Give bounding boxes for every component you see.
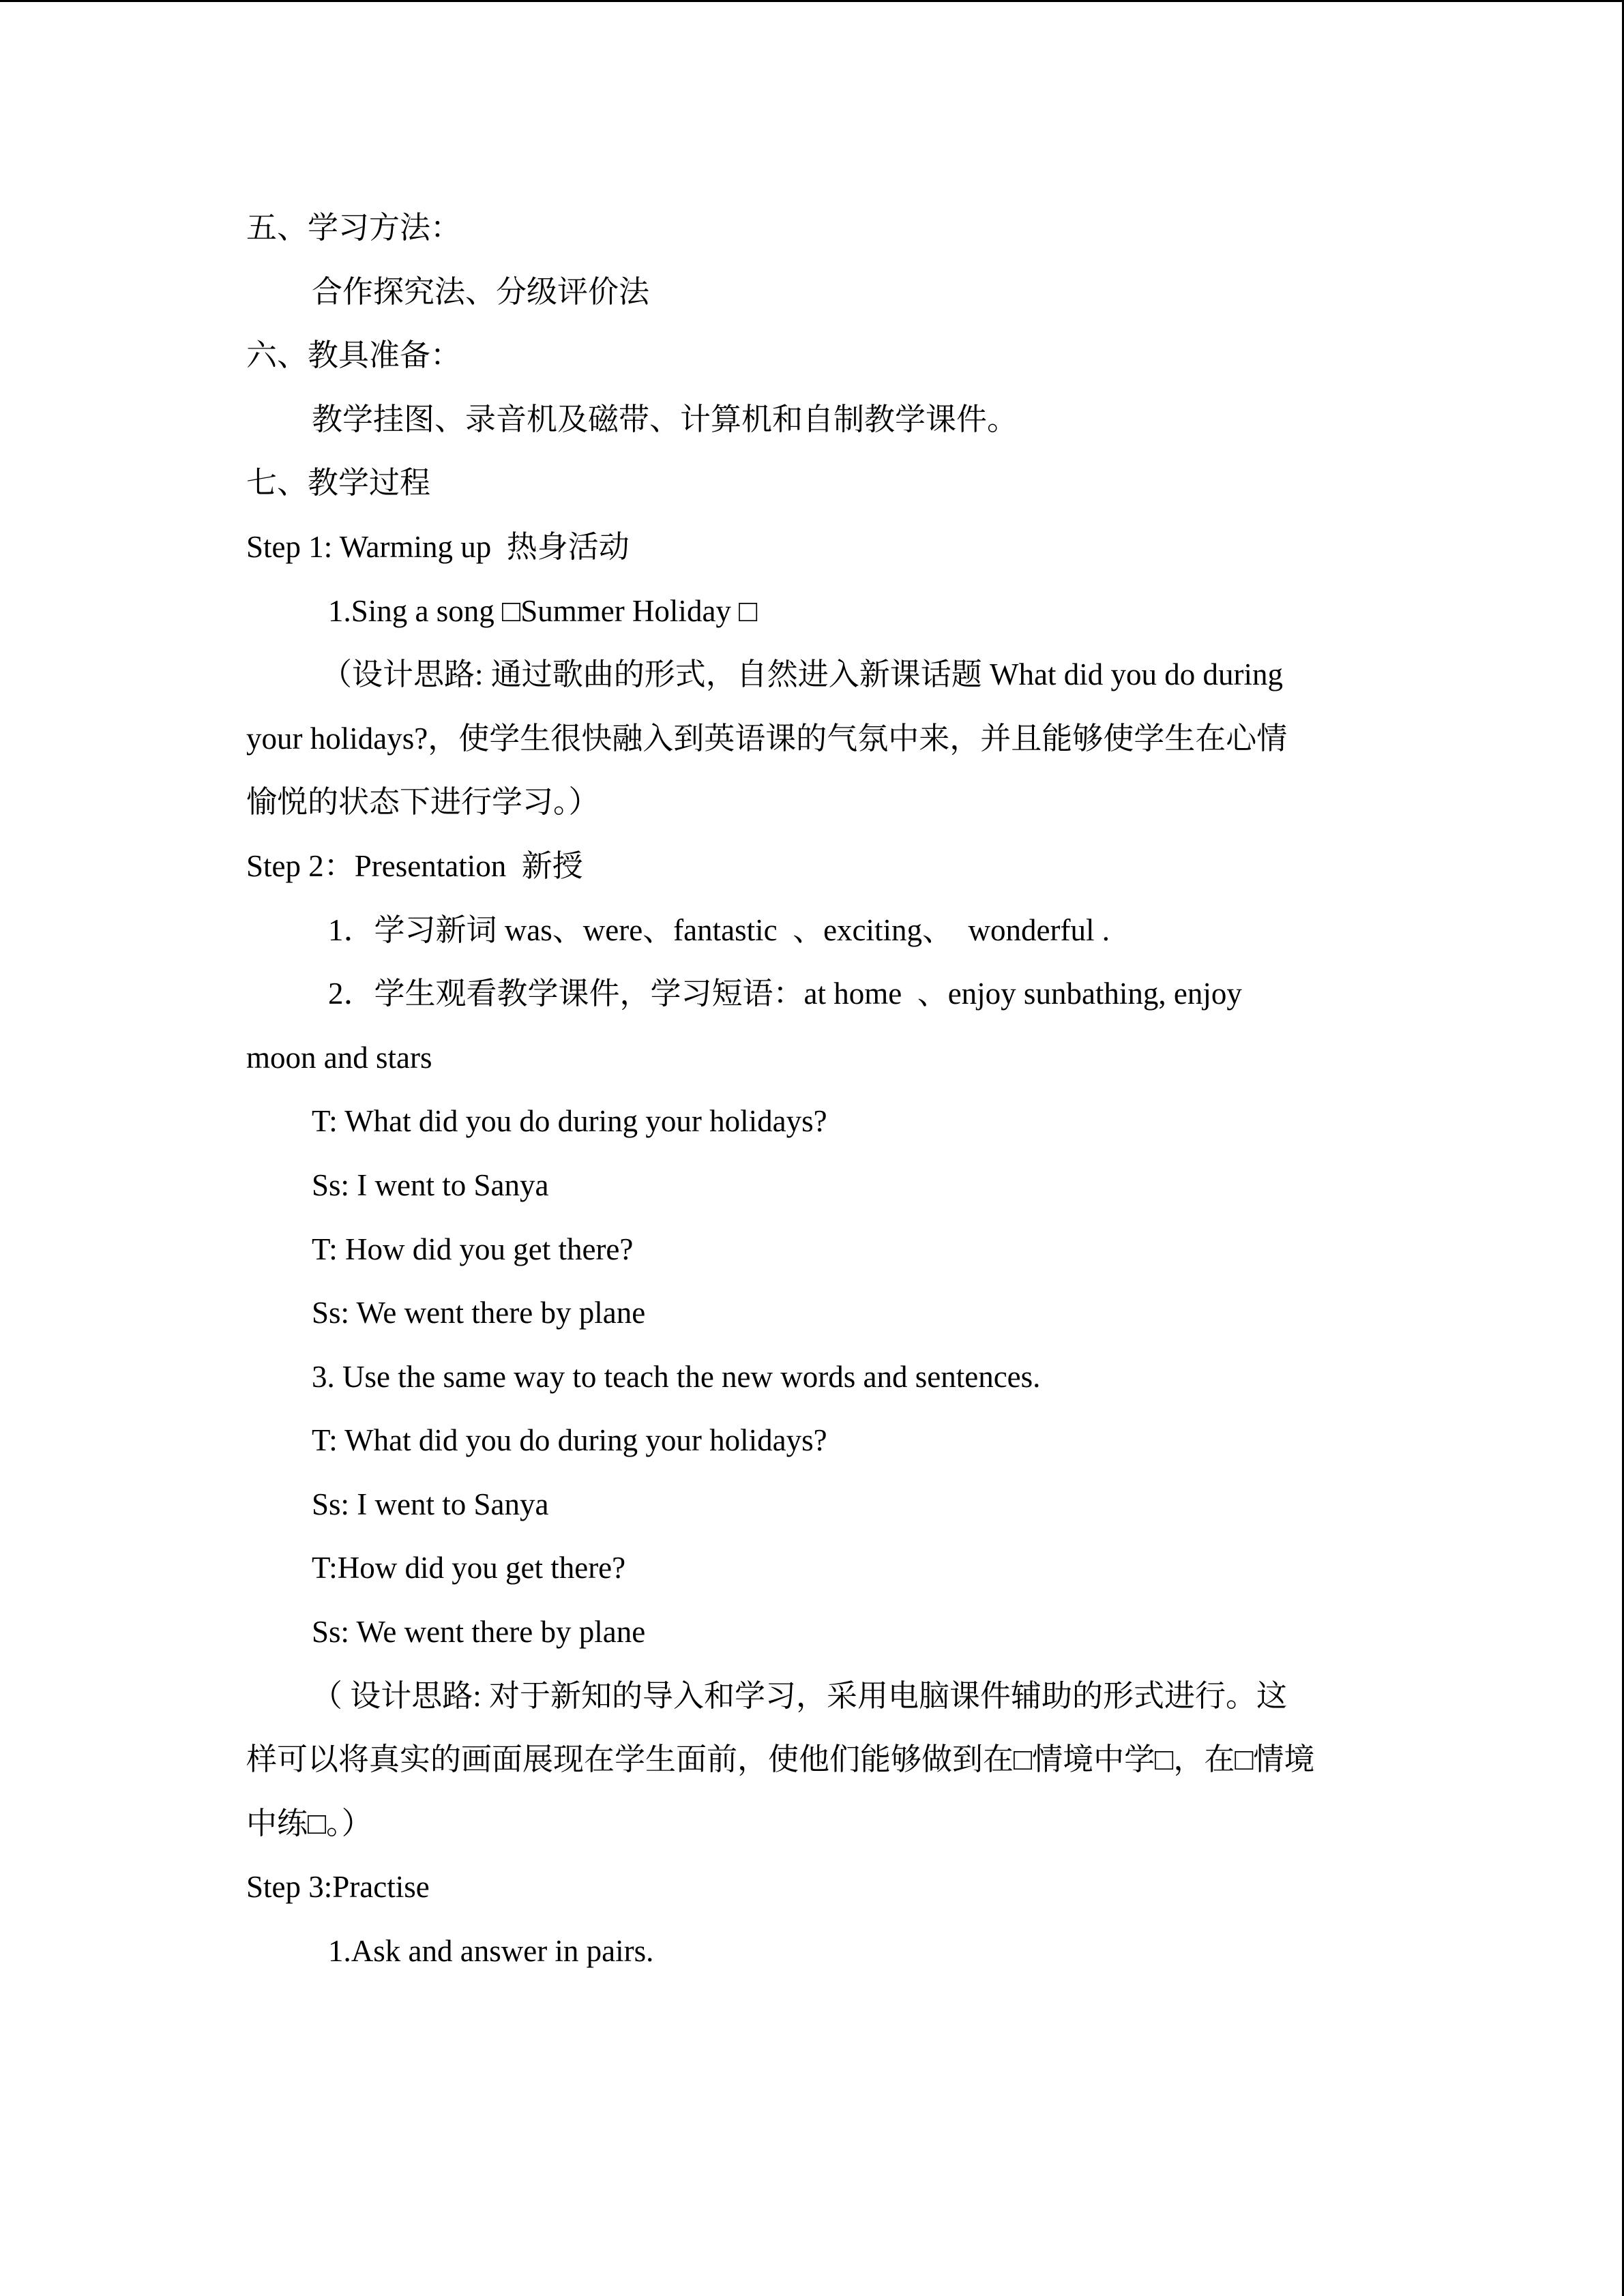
design-note-1-line-1: （设计思路: 通过歌曲的形式，自然进入新课话题 What did you do during xyxy=(321,657,1283,692)
dialogue-line: Ss: I went to Sanya xyxy=(312,1487,549,1521)
document-body xyxy=(246,196,1378,1984)
step-1-heading: Step 1: Warming up 热身活动 xyxy=(246,529,630,564)
paragraph-teaching-aids: 教学挂图、录音机及磁带、计算机和自制教学课件。 xyxy=(312,402,1018,436)
dialogue-line: Ss: We went there by plane xyxy=(312,1296,646,1330)
step-2-item-1: 1．学习新词 was、were、fantastic 、exciting、 wonderful . xyxy=(328,912,1110,947)
design-note-1-line-2: your holidays?，使学生很快融入到英语课的气氛中来，并且能够使学生在心情 xyxy=(246,721,1288,756)
dialogue-line: Ss: I went to Sanya xyxy=(312,1167,549,1202)
dialogue-line: T:How did you get there? xyxy=(312,1551,626,1585)
design-note-2-line-2: 样可以将真实的画面展现在学生面前，使他们能够做到在□情境中学□，在□情境 xyxy=(246,1742,1315,1777)
step-3-item-1: 1.Ask and answer in pairs. xyxy=(328,1934,654,1969)
design-note-1-line-3: 愉悦的状态下进行学习。） xyxy=(246,785,600,820)
section-heading-teaching-aids: 六、教具准备： xyxy=(246,338,462,373)
design-note-2-line-3: 中练□。） xyxy=(246,1806,372,1840)
design-note-2-line-1: （ 设计思路: 对于新知的导入和学习，采用电脑课件辅助的形式进行。这 xyxy=(312,1678,1288,1713)
dialogue-line: T: How did you get there? xyxy=(312,1232,634,1266)
dialogue-line: T: What did you do during your holidays? xyxy=(312,1423,827,1458)
section-heading-learning-methods: 五、学习方法： xyxy=(246,211,462,245)
step-2-heading: Step 2：Presentation 新授 xyxy=(246,848,583,883)
step-2-item-2-continued: moon and stars xyxy=(246,1040,432,1075)
paragraph-learning-methods: 合作探究法、分级评价法 xyxy=(312,274,650,309)
step-2-item-2: 2．学生观看教学课件，学习短语：at home 、enjoy sunbathing, enjoy xyxy=(328,976,1242,1011)
step-1-item-1: 1.Sing a song □Summer Holiday □ xyxy=(328,593,758,628)
dialogue-line: T: What did you do during your holidays? xyxy=(312,1104,827,1139)
dialogue-line: Ss: We went there by plane xyxy=(312,1615,646,1650)
step-2-item-3: 3. Use the same way to teach the new words and sentences. xyxy=(312,1359,1041,1394)
section-heading-teaching-process: 七、教学过程 xyxy=(246,466,431,501)
step-3-heading: Step 3:Practise xyxy=(246,1870,430,1905)
